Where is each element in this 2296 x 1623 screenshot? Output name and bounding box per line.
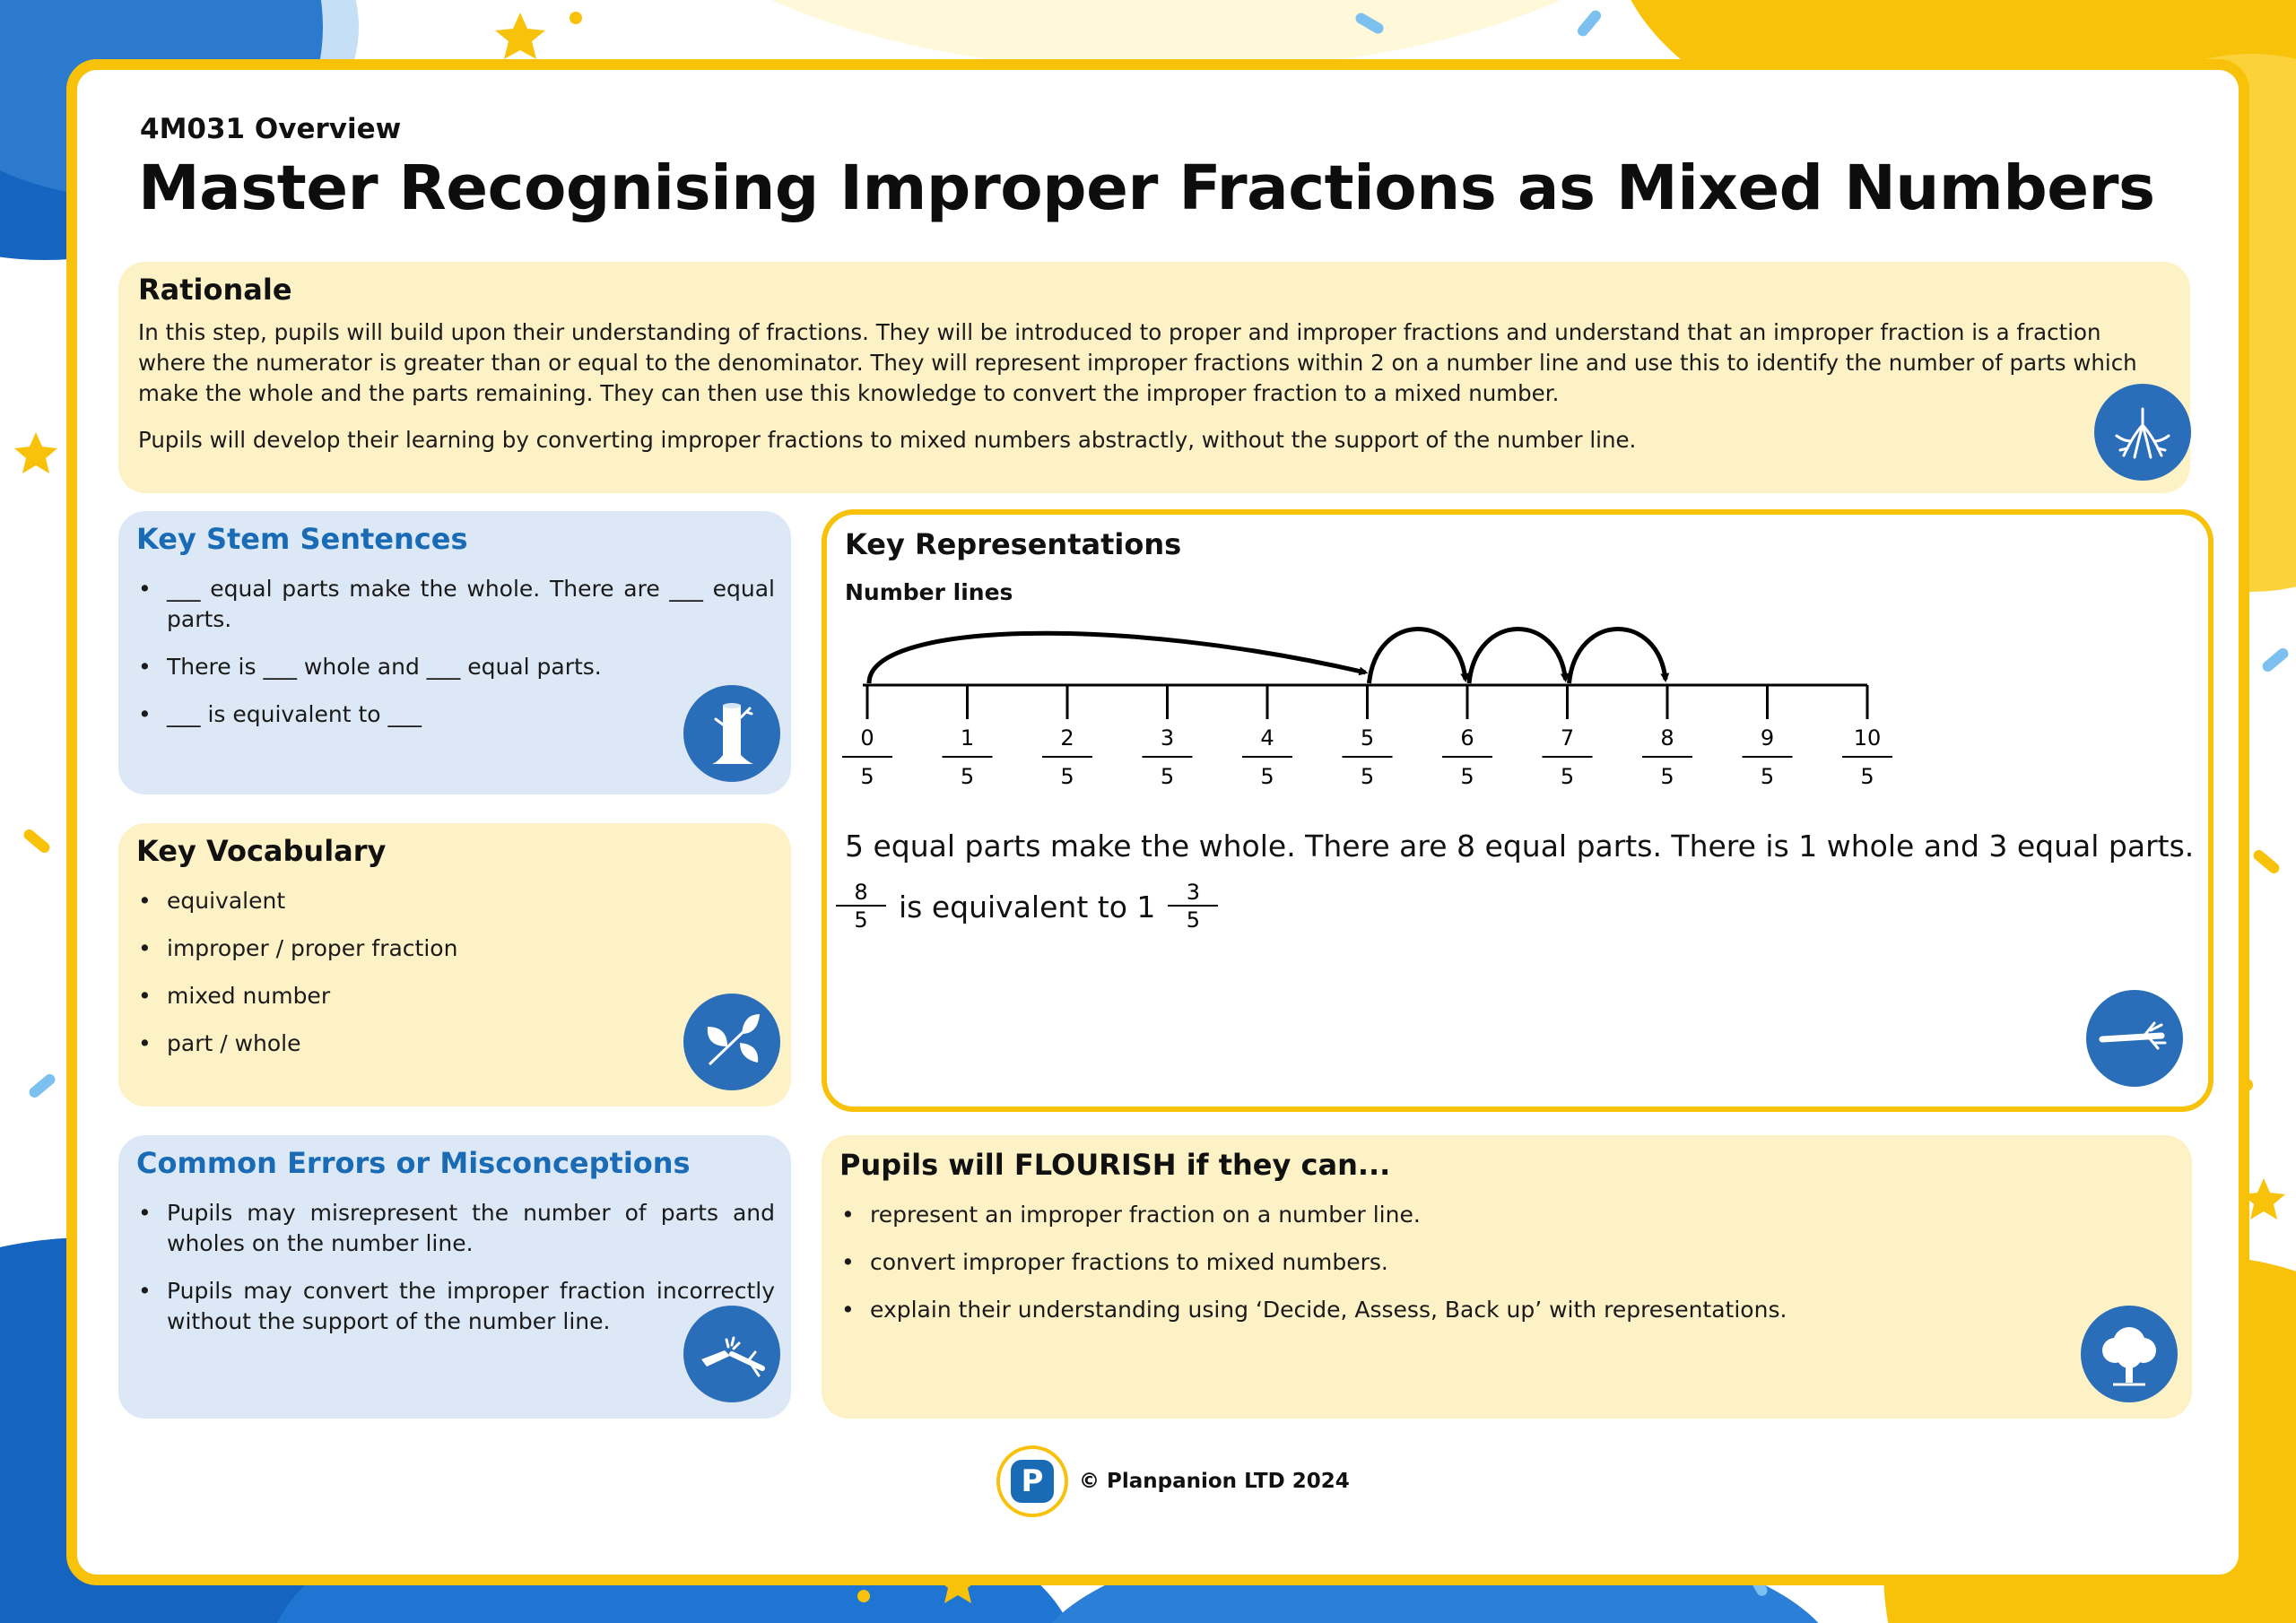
tick-numerator: 10 (1853, 725, 1882, 751)
tick-denominator: 5 (1360, 764, 1375, 789)
number-line-ticks (842, 685, 1892, 789)
jump-arc (1469, 629, 1566, 683)
list-item: • explain their understanding using ‘Decide, Assess, Back up’ with representations. (839, 1295, 2077, 1325)
fraction-denominator: 5 (1186, 907, 1201, 933)
jump-arc (869, 633, 1366, 683)
tick-numerator: 8 (1660, 725, 1674, 751)
stem-sentences-panel (118, 511, 791, 794)
tick-numerator: 7 (1560, 725, 1575, 751)
stem-sentences-heading: Key Stem Sentences (136, 522, 468, 556)
rationale-panel (118, 262, 2190, 493)
tick-numerator: 1 (960, 725, 975, 751)
list-item: • Pupils may misrepresent the number of parts and wholes on the number line. (136, 1198, 775, 1259)
flourish-panel (822, 1135, 2192, 1419)
broken-branch-icon (683, 1306, 780, 1402)
number-line (827, 613, 1903, 811)
list-item: • Pupils may convert the improper fraction incorrectly without the support of the number line. (136, 1276, 775, 1337)
leaves-icon (683, 994, 780, 1090)
tick-denominator: 5 (960, 764, 975, 789)
full-tree-icon (2081, 1306, 2178, 1402)
tick-numerator: 9 (1760, 725, 1775, 751)
fraction-eight-fifths (836, 880, 886, 933)
page-title: Master Recognising Improper Fractions as Mixed Numbers (138, 152, 2155, 224)
representations-heading: Key Representations (845, 527, 1182, 561)
errors-heading: Common Errors or Misconceptions (136, 1146, 691, 1180)
lesson-code: 4M031 Overview (140, 113, 402, 145)
tick-denominator: 5 (1760, 764, 1775, 789)
list-item: • part / whole (136, 1028, 674, 1059)
rationale-paragraph: Pupils will develop their learning by converting improper fractions to mixed numbers abstractly, without the support of the number line. (138, 427, 1637, 453)
tree-trunk-icon (683, 685, 780, 782)
fraction-numerator: 8 (854, 880, 868, 905)
fraction-numerator: 3 (1186, 880, 1201, 905)
tick-denominator: 5 (1060, 764, 1074, 789)
vocabulary-heading: Key Vocabulary (136, 834, 387, 868)
flourish-heading: Pupils will FLOURISH if they can... (839, 1148, 1391, 1182)
copyright-text: © Planpanion LTD 2024 (1079, 1470, 1350, 1493)
tick-numerator: 3 (1160, 725, 1175, 751)
list-item: • mixed number (136, 981, 674, 1011)
list-item: • convert improper fractions to mixed numbers. (839, 1247, 2077, 1278)
footer (996, 1445, 1350, 1517)
representations-panel (822, 509, 2213, 1112)
number-line-jumps (869, 629, 1665, 683)
tick-numerator: 4 (1260, 725, 1274, 751)
planpanion-logo (996, 1445, 1068, 1517)
tick-denominator: 5 (1660, 764, 1674, 789)
logo-letter: P (1011, 1460, 1054, 1503)
rationale-heading: Rationale (138, 273, 292, 307)
list-item: • There is ___ whole and ___ equal parts. (136, 652, 775, 682)
list-item: • ___ equal parts make the whole. There are ___ equal parts. (136, 574, 775, 635)
list-item: • represent an improper fraction on a number line. (839, 1200, 2077, 1230)
tick-denominator: 5 (1560, 764, 1575, 789)
fraction-denominator: 5 (854, 907, 868, 933)
tick-numerator: 5 (1360, 725, 1375, 751)
rationale-paragraph: In this step, pupils will build upon their understanding of fractions. They will be introduced to proper and improper fractions and understand that an improper fraction is a fraction where the numerator is greater than or equal to the denominator. They will represent improper fractions within 2 on a number line and use this to identify the number of parts which make the whole and the parts remaining. They can then use this knowledge to convert the improper fraction to a mixed number. (138, 319, 2137, 406)
list-item: • improper / proper fraction (136, 933, 674, 964)
vocabulary-panel (118, 823, 791, 1107)
equivalence-statement (836, 880, 1218, 933)
tick-denominator: 5 (1460, 764, 1474, 789)
tick-numerator: 2 (1060, 725, 1074, 751)
tick-denominator: 5 (1860, 764, 1874, 789)
branch-icon (2086, 990, 2183, 1087)
list-item: • equivalent (136, 886, 674, 916)
fraction-three-fifths (1168, 880, 1218, 933)
roots-icon (2094, 384, 2191, 481)
overview-card (66, 59, 2249, 1585)
jump-arc (1370, 629, 1466, 683)
errors-panel (118, 1135, 791, 1419)
list-item: • ___ is equivalent to ___ (136, 699, 775, 730)
number-lines-label: Number lines (845, 579, 1013, 605)
tick-numerator: 0 (860, 725, 874, 751)
tick-denominator: 5 (860, 764, 874, 789)
representation-sentence: 5 equal parts make the whole. There are 8 equal parts. There is 1 whole and 3 equal parts. (845, 829, 2195, 864)
tick-denominator: 5 (1160, 764, 1175, 789)
equivalence-text: is equivalent to 1 (899, 889, 1156, 924)
jump-arc (1570, 629, 1666, 683)
tick-numerator: 6 (1460, 725, 1474, 751)
tick-denominator: 5 (1260, 764, 1274, 789)
